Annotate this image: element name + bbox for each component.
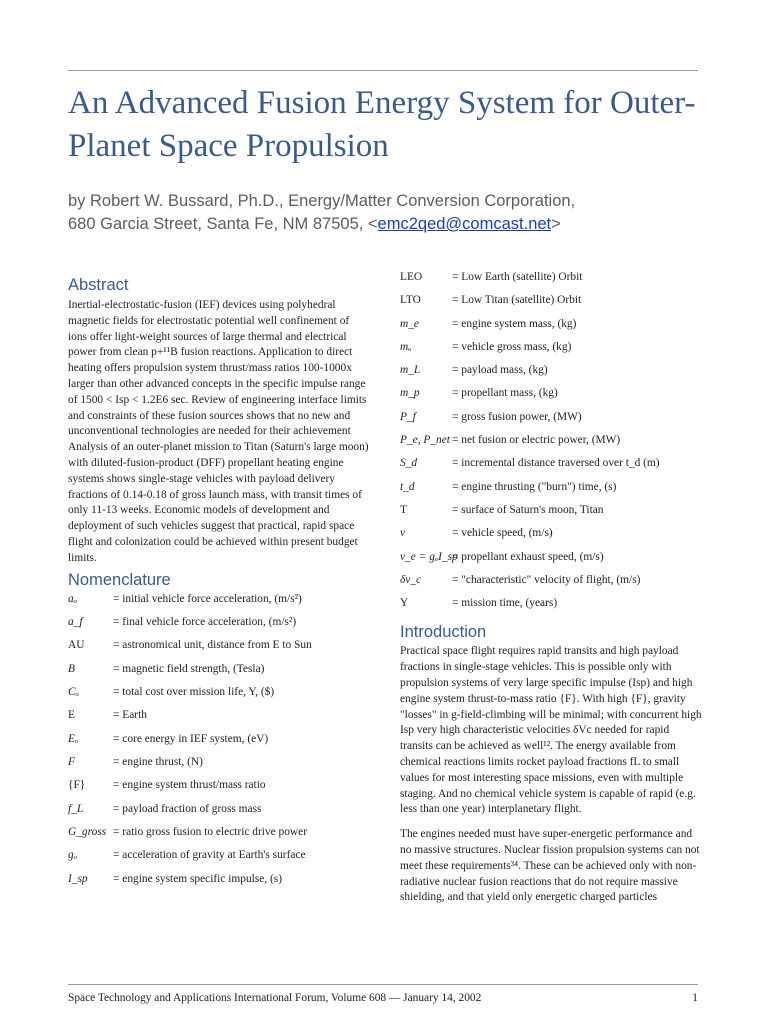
nomenclature-row <box>400 574 704 597</box>
nom-definition: = ratio gross fusion to electric drive power <box>113 825 307 838</box>
nom-symbol: LTO <box>400 294 421 307</box>
nomenclature-row <box>68 873 370 896</box>
nom-symbol: v_e = gₒI_sp <box>400 550 458 563</box>
nomenclature-row <box>68 756 370 779</box>
nomenclature-row <box>400 341 704 364</box>
nom-definition: = Earth <box>113 709 147 722</box>
nomenclature-row <box>400 527 704 550</box>
top-rule <box>68 70 698 71</box>
nom-symbol: T <box>400 503 407 516</box>
nomenclature-row <box>400 597 704 620</box>
nomenclature-row <box>400 271 704 294</box>
nom-symbol: f_L <box>68 802 84 815</box>
abstract-heading: Abstract <box>68 276 129 294</box>
nom-definition: = engine thrusting ("burn") time, (s) <box>452 480 617 493</box>
author-block <box>68 190 718 236</box>
nom-symbol: I_sp <box>68 872 88 885</box>
nom-definition: = "characteristic" velocity of flight, (m/s) <box>452 573 641 586</box>
page-number: 1 <box>692 992 698 1004</box>
nom-symbol: a_f <box>68 615 83 628</box>
nom-definition: = propellant mass, (kg) <box>452 387 558 400</box>
nom-definition: = astronomical unit, distance from E to Sun <box>113 639 312 652</box>
nom-symbol: G_gross <box>68 825 107 838</box>
nom-symbol: t_d <box>400 480 415 493</box>
introduction-section <box>400 620 704 906</box>
nom-symbol: Y <box>400 597 409 610</box>
nomenclature-list-continued <box>400 271 704 620</box>
author-line-2 <box>68 213 718 236</box>
footer-citation: Space Technology and Applications International Forum, Volume 608 — January 14, 2002 <box>68 992 482 1004</box>
nomenclature-row <box>400 434 704 457</box>
nomenclature-row <box>68 593 370 616</box>
nomenclature-row <box>400 457 704 480</box>
author-line-1: by Robert W. Bussard, Ph.D., Energy/Matter Conversion Corporation, <box>68 192 576 210</box>
address-close: > <box>551 215 561 233</box>
address: 680 Garcia Street, Santa Fe, NM 87505, < <box>68 215 378 233</box>
nom-symbol: m_L <box>400 364 421 377</box>
nom-symbol: B <box>68 662 75 675</box>
nomenclature-row <box>400 294 704 317</box>
nom-definition: = magnetic field strength, (Tesla) <box>113 662 265 675</box>
nom-definition: = final vehicle force acceleration, (m/s²) <box>113 615 297 628</box>
nomenclature-row <box>68 639 370 662</box>
nomenclature-list <box>68 593 370 896</box>
nom-symbol: gₒ <box>68 849 77 862</box>
nomenclature-row <box>68 779 370 802</box>
nom-definition: = initial vehicle force acceleration, (m/s²) <box>113 592 302 605</box>
nom-definition: = payload mass, (kg) <box>452 364 548 377</box>
nom-definition: = vehicle gross mass, (kg) <box>452 340 572 353</box>
nomenclature-row <box>68 663 370 686</box>
nom-definition: = acceleration of gravity at Earth's surface <box>113 849 306 862</box>
nom-definition: = total cost over mission life, Y, ($) <box>113 685 275 698</box>
nomenclature-row <box>68 709 370 732</box>
page-title: An Advanced Fusion Energy System for Outer-Planet Space Propulsion <box>68 85 696 164</box>
nomenclature-row <box>68 733 370 756</box>
nom-symbol: {F} <box>68 779 86 792</box>
nom-definition: = net fusion or electric power, (MW) <box>452 434 621 447</box>
nomenclature-row <box>400 481 704 504</box>
introduction-heading: Introduction <box>400 623 487 642</box>
nom-symbol: LEO <box>400 271 423 283</box>
nom-symbol: mₒ <box>400 340 412 353</box>
intro-paragraph-2: The engines needed must have super-energetic performance and no massive structures. Nuclear fission propulsion systems can not meet these requirements³⁴. These can be achieved only with non-radiative nuclear fusion reactions that do not require massive shielding, and that yield only energetic charged particles <box>400 828 700 904</box>
nom-symbol: m_p <box>400 387 420 400</box>
nom-symbol: v <box>400 527 406 540</box>
nom-symbol: E <box>68 709 75 722</box>
left-column <box>68 272 370 896</box>
nom-symbol: Eₒ <box>68 732 79 745</box>
email-link[interactable]: emc2qed@comcast.net <box>377 215 552 233</box>
nom-definition: = engine thrust, (N) <box>113 755 203 768</box>
nom-symbol: aₒ <box>68 592 77 605</box>
nomenclature-row <box>68 803 370 826</box>
nom-symbol: Cₒ <box>68 685 79 698</box>
nom-definition: = engine system thrust/mass ratio <box>113 779 266 792</box>
nom-symbol: AU <box>68 639 85 652</box>
nomenclature-row <box>400 387 704 410</box>
nomenclature-row <box>68 826 370 849</box>
nomenclature-row <box>400 411 704 434</box>
nomenclature-row <box>68 686 370 709</box>
nomenclature-row <box>68 616 370 639</box>
nomenclature-row <box>68 849 370 872</box>
nom-definition: = propellant exhaust speed, (m/s) <box>452 550 604 563</box>
nom-definition: = gross fusion power, (MW) <box>452 410 582 423</box>
nomenclature-row <box>400 504 704 527</box>
nom-definition: = mission time, (years) <box>452 597 558 610</box>
nom-definition: = surface of Saturn's moon, Titan <box>452 503 604 516</box>
nom-definition: = payload fraction of gross mass <box>113 802 262 815</box>
nom-definition: = vehicle speed, (m/s) <box>452 527 553 540</box>
nom-symbol: P_e, P_net <box>400 434 450 447</box>
nom-symbol: S_d <box>400 457 418 470</box>
nom-definition: = Low Earth (satellite) Orbit <box>452 271 583 283</box>
nom-definition: = engine system mass, (kg) <box>452 317 577 330</box>
footer-rule <box>68 984 698 985</box>
nomenclature-row <box>400 318 704 341</box>
nomenclature-row <box>400 364 704 387</box>
nom-symbol: δv_c <box>400 573 422 586</box>
nom-definition: = Low Titan (satellite) Orbit <box>452 294 582 307</box>
nom-definition: = engine system specific impulse, (s) <box>113 872 283 885</box>
nom-definition: = core energy in IEF system, (eV) <box>113 732 269 745</box>
abstract-text: Inertial-electrostatic-fusion (IEF) devices using polyhedral magnetic fields for electrostatic potential well confinement of ions offer light-weight sources of large thermal and electrical power from clean p+¹¹B fusion reactions. Application to direct heating offers propulsion system thrust/mass ratios 100-1000x larger than other advanced concepts in the specific impulse range of 1500 < Isp < 1.2E6 sec. Review of engineering interface limits and constraints of these fusion sources shows that no new and unconventional technologies are needed for their achievement Analysis of an outer-planet mission to Titan (Saturn's large moon) with diluted-fusion-product (DFF) propellant heating engine systems shows single-stage vehicles with payload delivery fractions of 0.14-0.18 of gross launch mass, with transit times of only 11-13 weeks. Economic models of development and deployment of such vehicles suggest that practical, rapid space flight and colonization could be achieved within present budget limits. <box>68 299 369 564</box>
nom-symbol: m_e <box>400 317 419 330</box>
nom-definition: = incremental distance traversed over t_d (m) <box>452 457 660 470</box>
nomenclature-heading: Nomenclature <box>68 570 171 589</box>
nomenclature-row <box>400 551 704 574</box>
nom-symbol: F <box>68 755 75 768</box>
right-column <box>400 271 704 906</box>
intro-paragraph-1: Practical space flight requires rapid transits and high payload fractions in single-stage vehicles. This is possible only with propulsion systems of very large specific impulse (Isp) and high engine system thrust-to-mass ratio {F}. With high {F}, gravity "losses" in g-field-climbing will be minimal; with concurrent high Isp very high characteristic velocities δVc needed for rapid transits can be achieved as well¹². The energy available from chemical reactions limits rocket payload fractions fL to small values for most interesting space missions, even with multiple staging. And no chemical vehicle system is capable of rapid (e.g. less than one year) interplanetary flight. <box>400 645 702 816</box>
nom-symbol: P_f <box>400 410 416 423</box>
